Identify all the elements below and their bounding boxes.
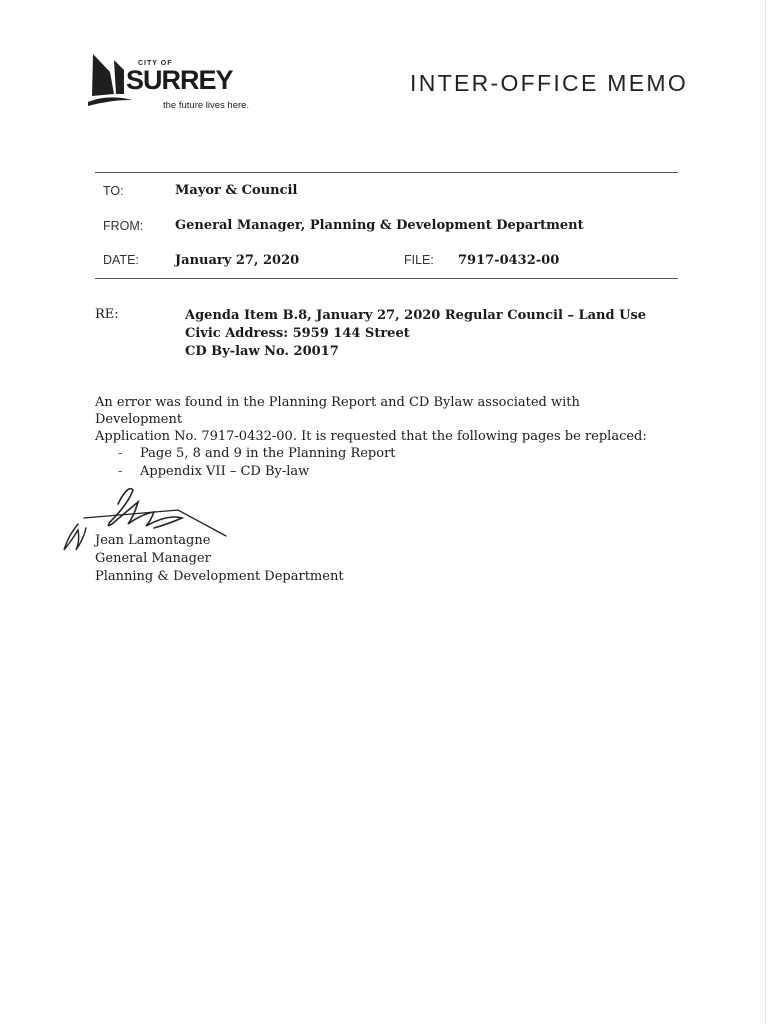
from-label: FROM: bbox=[103, 219, 144, 233]
list-item: - Page 5, 8 and 9 in the Planning Report bbox=[118, 446, 396, 461]
list-item: - Appendix VII – CD By-law bbox=[118, 464, 310, 479]
date-value: January 27, 2020 bbox=[175, 253, 300, 268]
re-line-address: Civic Address: 5959 144 Street bbox=[185, 326, 410, 341]
re-label: RE: bbox=[95, 307, 119, 322]
signature-block bbox=[95, 532, 344, 586]
list-item-text: Page 5, 8 and 9 in the Planning Report bbox=[140, 446, 396, 461]
to-value: Mayor & Council bbox=[175, 183, 298, 198]
file-value: 7917-0432-00 bbox=[458, 253, 560, 268]
city-logo bbox=[88, 50, 258, 116]
city-prefix: CITY OF bbox=[138, 60, 173, 67]
signatory-title: General Manager bbox=[95, 551, 211, 566]
re-line-bylaw: CD By-law No. 20017 bbox=[185, 344, 339, 359]
date-label: DATE: bbox=[103, 253, 139, 267]
to-label: TO: bbox=[103, 184, 124, 198]
city-name: SURREY bbox=[126, 65, 233, 95]
header-bottom-rule bbox=[95, 278, 678, 279]
body-line-2: Application No. 7917-0432-00. It is requested that the following pages be replaced: bbox=[95, 429, 647, 444]
replacement-list bbox=[118, 445, 396, 481]
signatory-department: Planning & Development Department bbox=[95, 569, 344, 584]
re-subject bbox=[185, 307, 646, 361]
file-label: FILE: bbox=[404, 253, 434, 267]
body-line-1: An error was found in the Planning Report and CD Bylaw associated with Development bbox=[95, 395, 580, 427]
memo-body bbox=[95, 394, 655, 445]
list-item-text: Appendix VII – CD By-law bbox=[140, 464, 310, 479]
page-edge bbox=[765, 0, 766, 1024]
re-line-agenda: Agenda Item B.8, January 27, 2020 Regular Council – Land Use bbox=[185, 308, 647, 323]
signatory-name: Jean Lamontagne bbox=[95, 533, 211, 548]
memo-title: INTER-OFFICE MEMO bbox=[410, 70, 689, 96]
city-tagline: the future lives here. bbox=[163, 100, 250, 111]
from-value: General Manager, Planning & Development Department bbox=[175, 218, 584, 233]
header-top-rule bbox=[95, 172, 678, 173]
